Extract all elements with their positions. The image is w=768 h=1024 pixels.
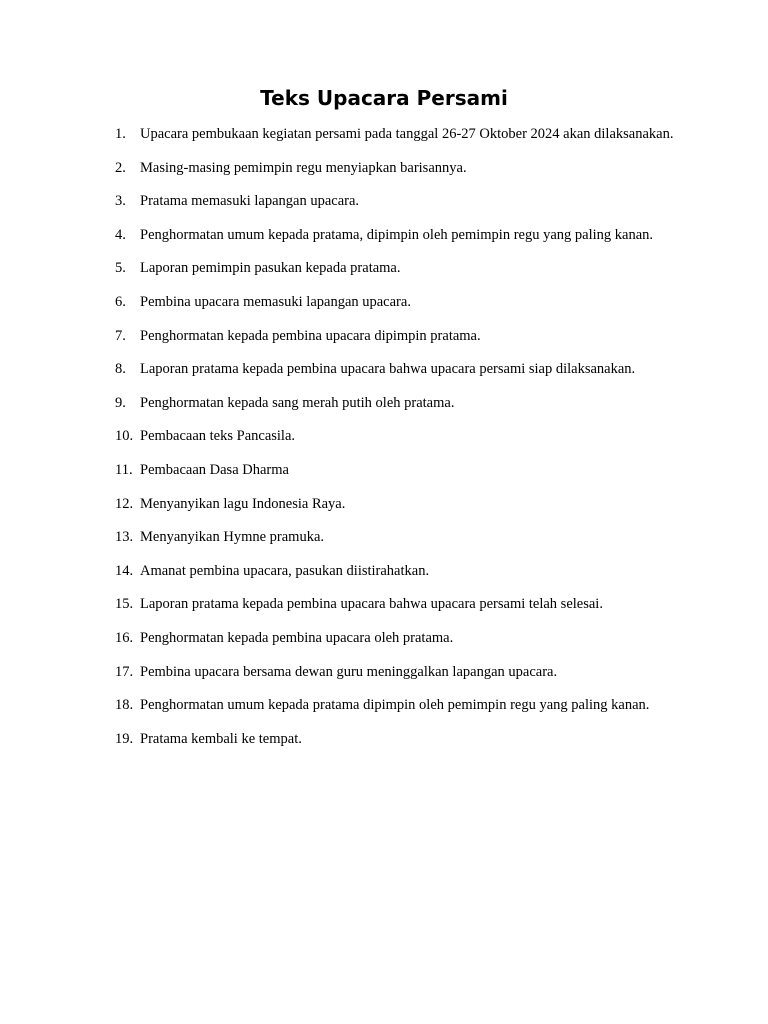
ceremony-steps-list [115,118,675,756]
list-item-number: 7. [115,327,126,344]
list-item-text: Penghormatan kepada pembina upacara dipimpin pratama. [140,327,481,344]
list-item [115,689,675,723]
list-item [115,488,675,522]
list-item [115,622,675,656]
list-item [115,387,675,421]
list-item-text: Menyanyikan Hymne pramuka. [140,529,325,546]
list-item [115,185,675,219]
list-item-number: 6. [115,293,126,310]
list-item-number: 19. [115,730,134,747]
list-item [115,152,675,186]
page-title: Teks Upacara Persami [260,86,508,110]
list-item-number: 4. [115,226,126,243]
list-item-text: Penghormatan umum kepada pratama dipimpin oleh pemimpin regu yang paling kanan. [140,697,650,714]
list-item-text: Upacara pembukaan kegiatan persami pada tanggal 26-27 Oktober 2024 akan dilaksanakan. [140,126,674,142]
list-item-number: 17. [115,663,134,680]
list-item-number: 9. [115,394,126,411]
list-item [115,252,675,286]
list-item-text: Penghormatan kepada sang merah putih oleh pratama. [140,394,455,411]
list-item-text: Pembina upacara memasuki lapangan upacara. [140,293,411,310]
list-item-number: 8. [115,361,126,378]
list-item [115,353,675,387]
list-item-number: 11. [115,461,133,478]
list-item-number: 13. [115,529,134,546]
list-item-text: Laporan pemimpin pasukan kepada pratama. [140,260,401,277]
list-item-text: Laporan pratama kepada pembina upacara bahwa upacara persami siap dilaksanakan. [140,361,636,378]
list-item-text: Masing-masing pemimpin regu menyiapkan barisannya. [140,159,467,176]
list-item-text: Pembina upacara bersama dewan guru meninggalkan lapangan upacara. [140,663,558,680]
list-item-text: Penghormatan umum kepada pratama, dipimpin oleh pemimpin regu yang paling kanan. [140,226,654,243]
list-item-text: Amanat pembina upacara, pasukan diistirahatkan. [140,562,430,579]
list-item [115,454,675,488]
list-item [115,219,675,253]
list-item [115,521,675,555]
list-item [115,320,675,354]
list-item-text: Pratama memasuki lapangan upacara. [140,193,360,210]
list-item [115,286,675,320]
list-item-number: 3. [115,193,126,210]
list-item-text: Laporan pratama kepada pembina upacara bahwa upacara persami telah selesai. [140,596,603,613]
list-item [115,588,675,622]
list-item-text: Pembacaan Dasa Dharma [140,461,289,478]
list-item-number: 10. [115,428,134,445]
list-item-number: 15. [115,596,134,613]
list-item-number: 16. [115,629,134,646]
list-item [115,723,675,757]
list-item-text: Penghormatan kepada pembina upacara oleh pratama. [140,629,454,646]
list-item-number: 5. [115,260,126,277]
list-item-text: Pratama kembali ke tempat. [140,730,302,747]
list-item-number: 18. [115,697,134,714]
list-item [115,555,675,589]
list-item-number: 12. [115,495,134,512]
list-item-text: Menyanyikan lagu Indonesia Raya. [140,495,346,512]
list-item-number: 14. [115,562,134,579]
list-item [115,118,675,152]
list-item-number: 1. [115,126,126,142]
list-item [115,656,675,690]
list-item [115,420,675,454]
list-item-text: Pembacaan teks Pancasila. [140,428,296,445]
list-item-number: 2. [115,159,126,176]
